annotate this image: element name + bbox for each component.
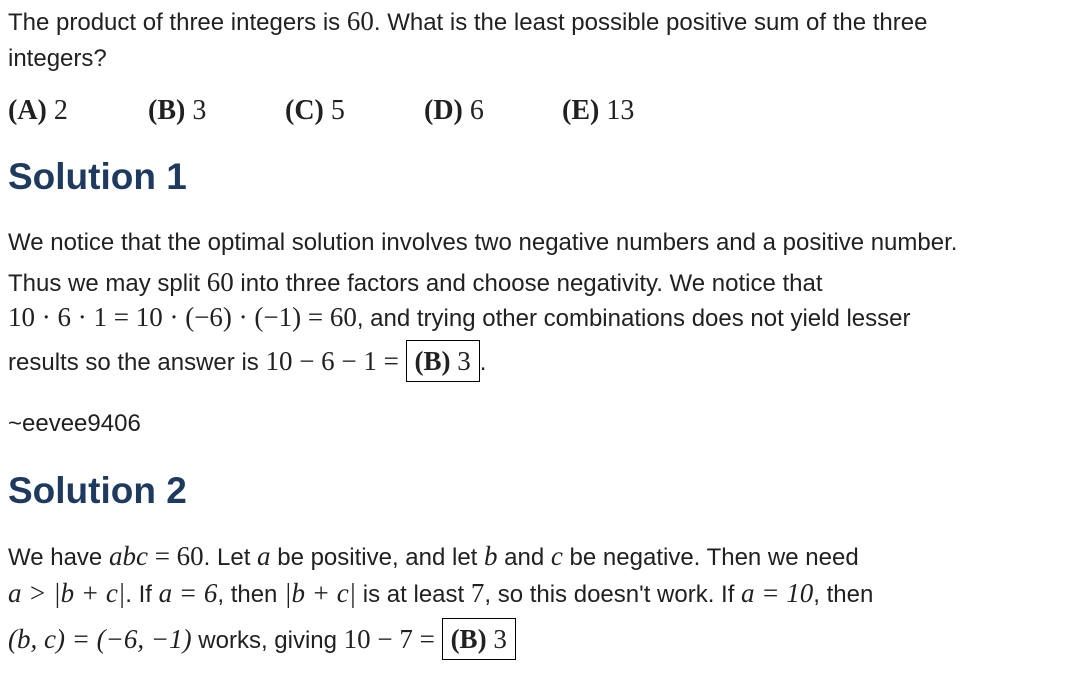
solution-1-line-4: results so the answer is 10 − 6 − 1 = (B) 3 . xyxy=(8,340,486,382)
signature: ~eevee9406 xyxy=(8,410,141,437)
solution-2-line-2: a > |b + c|. If a = 6, then |b + c| is at least 7, so this doesn't work. If a = 10, then xyxy=(8,578,874,608)
solution-2-line-3: (b, c) = (−6, −1) works, giving 10 − 7 = (B) 3 xyxy=(8,618,516,660)
answer-box: (B) 3 xyxy=(442,618,516,660)
solution-1-line-2: Thus we may split 60 into three factors and choose negativity. We notice that xyxy=(8,267,823,297)
choice-e: (E) 13 xyxy=(562,95,635,126)
choice-c: (C) 5 xyxy=(285,95,345,126)
solution-2-heading: Solution 2 xyxy=(8,470,187,511)
answer-box: (B) 3 xyxy=(406,340,480,382)
choice-b: (B) 3 xyxy=(148,95,207,126)
solution-1-line-3: 10 · 6 · 1 = 10 · (−6) · (−1) = 60, and trying other combinations does not yield lesser xyxy=(8,302,911,332)
choice-d: (D) 6 xyxy=(424,95,484,126)
solution-1-line-1: We notice that the optimal solution involves two negative numbers and a positive number. xyxy=(8,229,958,256)
solution-1-heading: Solution 1 xyxy=(8,156,187,197)
choice-a: (A) 2 xyxy=(8,95,68,126)
solution-2-line-1: We have abc = 60. Let a be positive, and let b and c be negative. Then we need xyxy=(8,541,859,571)
problem-line-2: integers? xyxy=(8,45,107,72)
problem-line-1: The product of three integers is 60. What is the least possible positive sum of the three xyxy=(8,6,928,36)
